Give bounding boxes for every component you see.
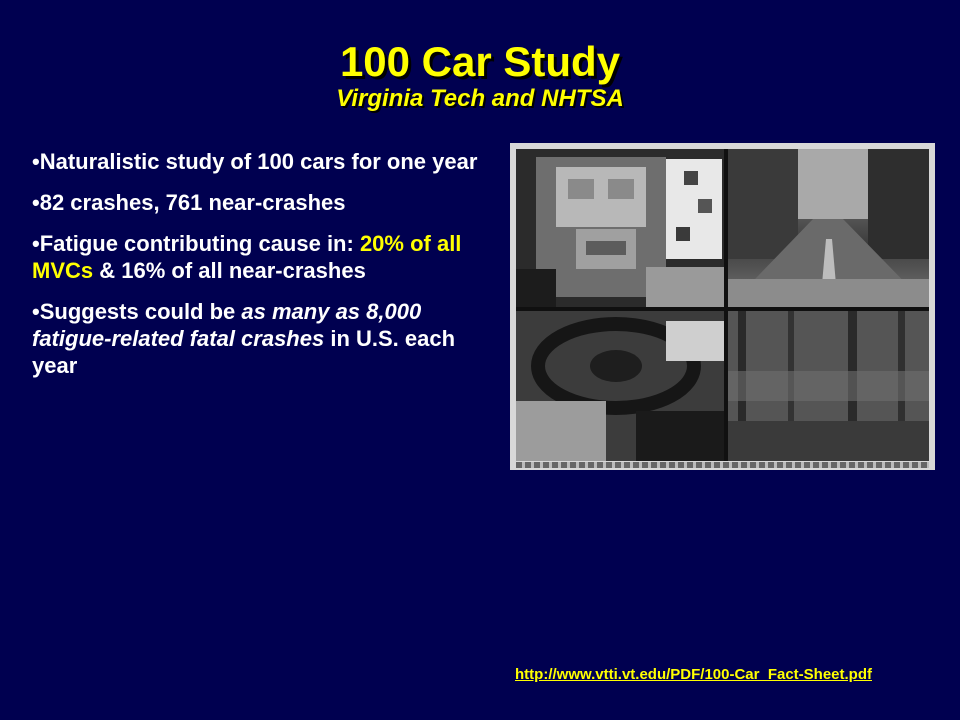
- steering-wheel-view: [516, 311, 724, 461]
- bullet-naturalistic-study: •Naturalistic study of 100 cars for one year: [32, 149, 478, 174]
- photo-caption-strip: [516, 462, 929, 468]
- fatal-crash-emphasis: as many as 8,000 fatigue-related fatal crashes: [32, 299, 422, 351]
- rear-view-image: [728, 311, 929, 461]
- title-block: [0, 38, 960, 112]
- slide-subtitle: Virginia Tech and NHTSA: [336, 85, 624, 112]
- road-image: [728, 149, 929, 307]
- bullet-estimate-prefix: •Suggests could be: [32, 299, 242, 324]
- pixelated-face-image: [516, 149, 724, 307]
- bullet-fatigue-cause: [32, 230, 482, 284]
- forward-road-view: [728, 149, 929, 307]
- bullet-fatigue-suffix: & 16% of all near-crashes: [93, 258, 366, 283]
- bullet-estimate-suffix: in U.S. each year: [32, 326, 456, 378]
- slide-title: 100 Car Study: [339, 38, 621, 85]
- driver-face-pixelated-view: [516, 149, 724, 307]
- fact-sheet-link[interactable]: http://www.vtti.vt.edu/PDF/100-Car_Fact-Sheet.pdf: [515, 666, 872, 683]
- steering-wheel-image: [516, 311, 724, 461]
- mvc-highlight: 20% of all MVCs: [32, 231, 462, 283]
- photo-frame: [516, 149, 929, 461]
- bullet-crash-counts: •82 crashes, 761 near-crashes: [32, 190, 346, 215]
- bullet-fatigue-prefix: •Fatigue contributing cause in:: [32, 231, 360, 256]
- camera-views-photo: [510, 143, 935, 470]
- rear-trees-view: [728, 311, 929, 461]
- bullet-list: [32, 148, 482, 393]
- bullet-fatal-crash-estimate: [32, 298, 482, 379]
